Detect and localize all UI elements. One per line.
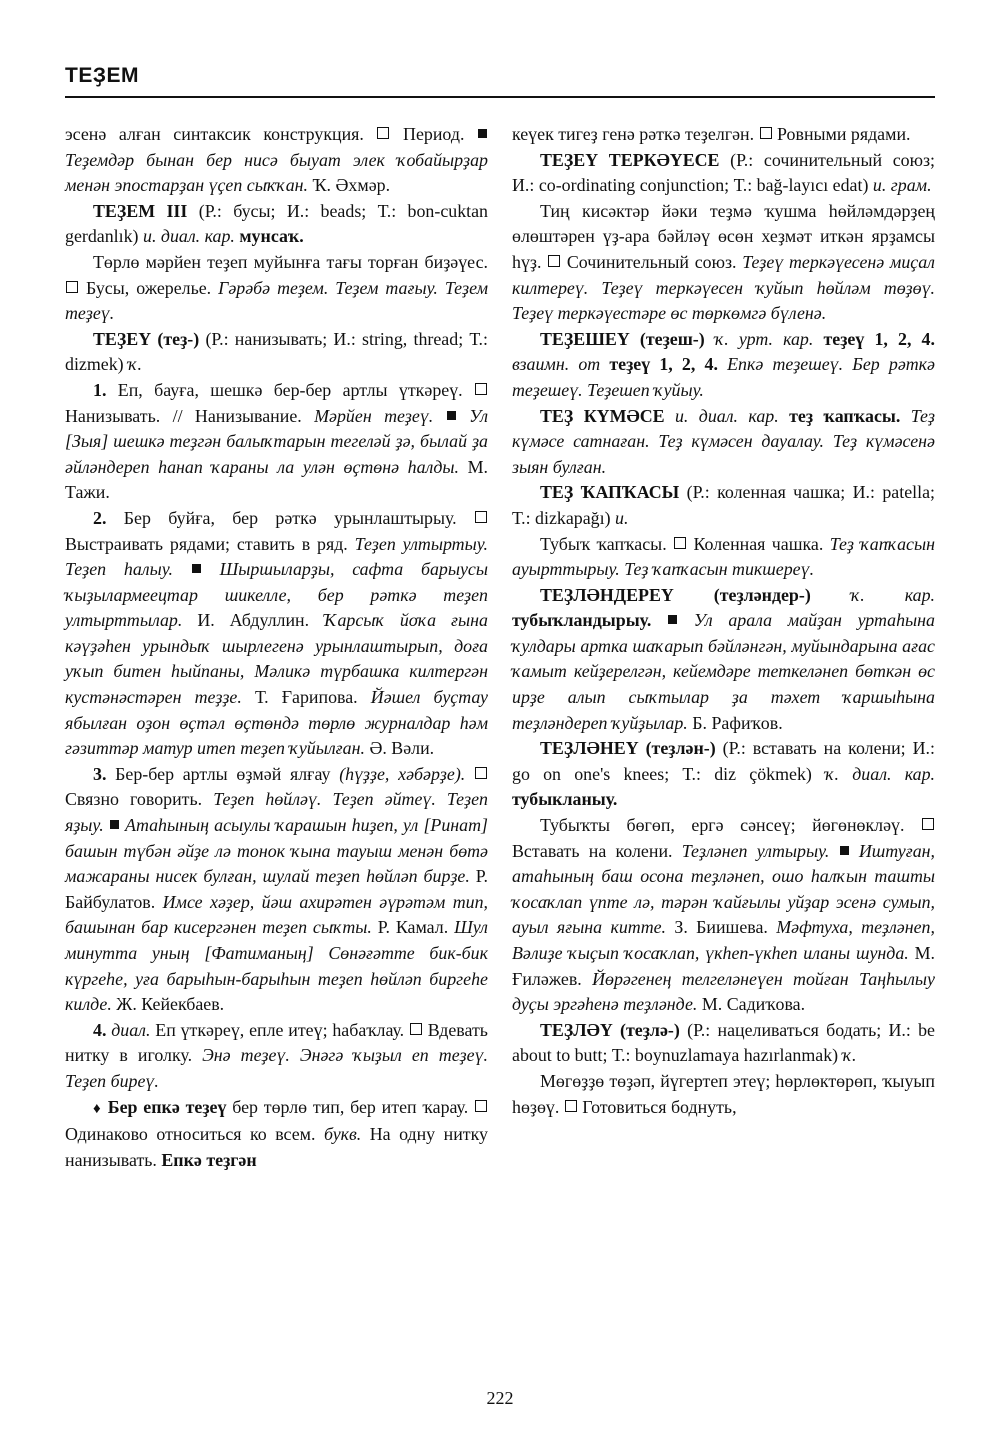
sense-4: [65, 1018, 488, 1095]
idiom-phrase: Бер епкә теҙеү: [107, 1096, 227, 1117]
translation: На одну нитку нанизывать.: [65, 1124, 488, 1170]
sense-number: 1.: [93, 379, 107, 400]
translation: Готовиться боднуть,: [582, 1096, 737, 1117]
cross-reference: мунсаҡ.: [239, 226, 304, 247]
grammar-label: ҡ. урт. кар.: [714, 328, 814, 349]
example: Епкә теҙешеү. Бер рәткә теҙешеү. Теҙешеп ҡуйыу.: [512, 354, 935, 400]
cross-reference: теҙ ҡапҡасы.: [789, 405, 901, 426]
author: Т. Ғарипова.: [254, 687, 358, 708]
filled-square-icon: [192, 564, 201, 573]
author: И. Абдуллин.: [197, 610, 310, 631]
definition: кеүек тигеҙ генә рәткә теҙелгән.: [512, 124, 755, 144]
translation: Одинаково относиться ко всем.: [65, 1124, 316, 1145]
grammar-label: взаимн. от: [512, 354, 601, 375]
open-square-icon: [760, 127, 772, 139]
definition: Бер-бер артлы өҙмәй ялғау: [115, 763, 331, 784]
entry-tezlendereu: [512, 583, 935, 737]
page-header: [65, 62, 935, 100]
example: Ҡарсыҡ йоҡа ғына кәүҙәһен урындыҡ шырлегенә урынлаштырып, доға уҡып битен һыйпаны, Мәликә түрбашка килтергән кустәнәстәрен теҙҙе.: [65, 610, 488, 708]
header-rule: [65, 96, 935, 98]
headword: ТЕҘЕҮ ТЕРКӘҮЕСЕ: [540, 149, 720, 170]
entry-tezem-3: [65, 199, 488, 250]
definition: бер төрлө тип, бер итеп ҡарау.: [232, 1096, 469, 1117]
example: Ул арала майҙан уртаһына ҡулдары артка шаҡарып бәйләнгән, муйындарына ағас ҡамыт кейҙерелгән, кейемдәре теткеләнеп бөткән өс ирҙе алып сыҡтылар ҙа тәхет ҡаршыһына теҙләндереп ҡуйҙылар.: [512, 610, 935, 733]
translation: Сочинительный союз.: [566, 251, 737, 272]
definition-paragraph: [512, 813, 935, 1018]
definition: Еп, бауға, шешкә бер-бер артлы үткәреү.: [117, 379, 463, 400]
author: М. Ғиләжев.: [512, 943, 935, 989]
author: З. Биишева.: [674, 917, 768, 938]
headword: ТЕҘЕШЕҮ (теҙеш-): [540, 328, 705, 349]
grammar-label: букв.: [323, 1124, 362, 1145]
diamond-icon: ♦: [93, 1100, 102, 1117]
grammar-label: ҡ.: [842, 1045, 857, 1066]
translation: Период.: [403, 124, 465, 144]
translation: Ровными рядами.: [777, 124, 911, 144]
example: Шул минутта уның [Фатиманың] Сөнәғәтте бик-бик күргеһе, уға барыһын-барыһын теҙеп һөйләп биргеһе килде.: [65, 917, 488, 1015]
example: Теҙемдәр бынан бер нисә быуат элек ҡобайырҙар менән эпостарҙан үҫеп сыҡҡан.: [65, 149, 488, 196]
cross-reference: тубыҡландырыу.: [512, 610, 652, 631]
running-title: ТЕҘЕМ: [65, 64, 139, 87]
example: Йөрәгенең телгеләнеүен тойған Таңһылыу дуҫы эргәһенә теҙләнде.: [512, 968, 935, 1015]
cross-reference: теҙеү 1, 2, 4.: [823, 328, 935, 349]
entry-tez-kapkasy: [512, 480, 935, 531]
headword: ТЕҘЛӘҮ (теҙлә-): [540, 1019, 680, 1040]
entry-tezleneu: [512, 736, 935, 813]
entry-tezlau: [512, 1018, 935, 1069]
grammar-label: ҡ. кар.: [850, 584, 935, 605]
author: Р. Камал.: [377, 917, 449, 938]
open-square-icon: [475, 383, 487, 395]
translation: Связно говорить.: [65, 789, 203, 810]
author: Б. Рафиҡов.: [692, 712, 783, 733]
filled-square-icon: [668, 615, 677, 624]
example: Шыршыларҙы, сафта барыусы ҡыҙылармеецтар шикелле, бер рәткә теҙеп ултырттылар.: [65, 559, 488, 631]
sense-3: [65, 762, 488, 1018]
sense-number: 2.: [93, 507, 107, 528]
translation: Бусы, ожерелье.: [86, 277, 212, 298]
author: Р. Байбулатов.: [65, 866, 488, 912]
definition-paragraph: [512, 1069, 935, 1120]
example: Имсе хәҙер, йәш ахирәтен әүрәтәм тип, башынан бар кисергәнен теҙеп сыҡты.: [65, 891, 488, 938]
open-square-icon: [410, 1023, 422, 1035]
definition: Тиң кисәктәр йәки теҙмә ҡушма һөйләмдәрҙең өлөштәрен үҙ-ара бәйләү өсөн хеҙмәт иткән ярҙамсы һүҙ.: [512, 200, 935, 272]
headword: ТЕҘ КҮМӘСЕ: [540, 405, 665, 426]
open-square-icon: [475, 767, 487, 779]
definition: Мөгөҙҙө төҙәп, йүгертеп этеү; һөрлөктөрөп, ҡыуып һөҙөү.: [512, 1070, 935, 1117]
filled-square-icon: [110, 820, 119, 829]
equivalents: (Р.: коленная чашка; И.: patella; Т.: dizkapağı): [512, 482, 935, 528]
definition: Тубыҡ ҡапҡасы.: [540, 533, 667, 554]
definition-paragraph: [65, 250, 488, 327]
grammar-label: и. диал. кар.: [143, 226, 235, 247]
headword: ТЕҘЕҮ (теҙ-): [93, 328, 200, 349]
equivalents: (Р.: вставать на колени; И.: go on one's knees; Т.: diz çökmek): [512, 738, 935, 784]
translation: Вдевать нитку в иголку.: [65, 1019, 488, 1066]
definition-paragraph: [512, 199, 935, 327]
open-square-icon: [475, 511, 487, 523]
equivalents: (Р.: нанизывать; И.: string, thread; Т.: dizmek): [65, 328, 488, 375]
open-square-icon: [922, 818, 934, 830]
cross-reference: теҙеү 1, 2, 4.: [609, 354, 718, 375]
sense-number: 4.: [93, 1019, 107, 1040]
definition-note: (һүҙҙе, хәбәрҙе).: [339, 763, 466, 784]
page-number: 222: [486, 1388, 514, 1408]
grammar-label: диал.: [111, 1019, 151, 1040]
equivalents: (Р.: нацеливаться бодать; И.: be about to butt; Т.: boynuzlamaya hazırlanmak): [512, 1019, 935, 1066]
definition: Бер буйға, бер рәткә урынлаштырыу.: [123, 507, 457, 528]
headword: ТЕҘЕМ III: [93, 200, 188, 221]
example: Теҙеп ултыртыу. Теҙеп һалыу.: [65, 533, 488, 580]
example: Иштуған, атаһының баш осона теҙләнеп, ошо һалҡын ташты ҡосаҡлап үпте лә, тәрән ҡайғылы уйҙар эсенә сумып, ауыл яғына китте.: [512, 840, 935, 938]
example: Теҙеү теркәүесенә миҫал килтереү. Теҙеү теркәүесен ҡуйып һөйләм төҙөү. Теҙеү теркәүестәре өс төркөмгә бүленә.: [512, 251, 935, 324]
example: Теҙләнеп ултырыу.: [681, 840, 830, 861]
open-square-icon: [66, 281, 78, 293]
grammar-label: ҡ.: [128, 354, 143, 375]
grammar-label: и. грам.: [872, 175, 932, 196]
translation: Выстраивать рядами; ставить в ряд.: [65, 533, 348, 554]
author: Ә. Вәли.: [369, 738, 435, 759]
definition: эсенә алған синтаксик конструкция.: [65, 124, 364, 144]
cross-reference: тубыкланыу.: [512, 789, 618, 810]
example: Гәрәбә теҙем. Теҙем тағыу. Теҙем теҙеү.: [65, 277, 489, 324]
headword: ТЕҘЛӘНДЕРЕҮ (теҙләндер-): [540, 584, 811, 605]
translation: Нанизывать. // Нанизывание.: [65, 405, 302, 426]
filled-square-icon: [478, 129, 487, 138]
example: Ул [Зыя] шешкә теҙгән балыҡтарын тегеләй ҙә, былай ҙа әйләндереп һанап ҡараны ла улән өҫтөнә һалды.: [65, 405, 489, 477]
entry-tezeu: [65, 327, 488, 378]
example: Теҙеп һөйләү. Теҙеп әйтеү. Теҙеп яҙыу.: [65, 789, 488, 836]
author: М. Садиҡова.: [701, 994, 806, 1015]
open-square-icon: [377, 127, 389, 139]
sense-2: [65, 506, 488, 762]
definition: Тубыҡты бөгөп, ергә сәнсеү; йөгөнөкләү.: [540, 815, 905, 836]
left-column: [65, 122, 488, 1173]
translation: Вставать на колени.: [512, 840, 673, 861]
example: Энә теҙеү. Энәгә ҡыҙыл еп теҙеү. Теҙеп биреү.: [65, 1045, 488, 1091]
grammar-label: и.: [615, 507, 629, 528]
headword: ТЕҘЛӘНЕҮ (теҙлән-): [540, 738, 716, 759]
definition: Төрлө мәрйен теҙеп муйынға тағы торған биҙәүес.: [93, 251, 488, 272]
example: Теҙ күмәсе сатнаған. Теҙ күмәсен дауалау. Теҙ күмәсенә зыян булған.: [512, 405, 935, 477]
author: Ж. Кейекбаев.: [116, 994, 225, 1015]
grammar-label: ҡ. диал. кар.: [825, 763, 935, 784]
entry-tezeu-terkaueese: [512, 148, 935, 199]
sense-number: 3.: [93, 763, 107, 784]
grammar-label: и. диал. кар.: [674, 405, 779, 426]
translation: Коленная чашка.: [693, 533, 824, 554]
example: Йәшел буҫтау ябылған оҙон өҫтәл өҫтөндә төрлө журналдар һәм гәзиттәр матур итеп теҙеп ҡуйылған.: [65, 687, 488, 759]
entry-tez-kumese: [512, 404, 935, 481]
open-square-icon: [565, 1100, 577, 1112]
entry-tezesheu: [512, 327, 935, 404]
example: Теҙ ҡапҡасын ауырттырыу. Теҙ ҡапҡасын тикшереү.: [512, 533, 935, 580]
sense-1: [65, 378, 488, 506]
equivalents: (Р.: сочинительный союз; И.: co-ordinating conjunction; Т.: bağ-layıcı edat): [512, 149, 935, 196]
example: Атаһының асыулы ҡарашын һиҙеп, ул [Ринат] башын түбән әйҙе лә тонок ҡына тауыш менән бөтә мажараны нисек булған, шулай теҙеп һөйләп бирҙе.: [65, 815, 488, 887]
open-square-icon: [674, 537, 686, 549]
example: Мәфтуха, теҙләнеп, Вәлиҙе ҡыҫып ҡосаҡлап, үкһеп-үкһеп иланы шунда.: [512, 917, 935, 963]
headword: ТЕҘ ҠАПҠАСЫ: [540, 482, 680, 503]
entry-continuation: [65, 122, 488, 199]
idiom: [65, 1095, 488, 1174]
definition: Еп үткәреү, епле итеү; һабаҡлау.: [155, 1019, 405, 1040]
filled-square-icon: [447, 411, 456, 420]
equivalents: (Р.: бусы; И.: beads; Т.: bon-cuktan gerdanlık): [65, 200, 489, 247]
example: Мәрйен теҙеү.: [314, 405, 434, 426]
entry-continuation: [512, 122, 935, 148]
open-square-icon: [475, 1100, 487, 1112]
definition-paragraph: [512, 532, 935, 583]
author: М. Тажи.: [65, 456, 488, 503]
idiom-phrase: Епкә теҙгән: [161, 1149, 257, 1170]
open-square-icon: [548, 255, 560, 267]
author: Ҡ. Әхмәр.: [312, 175, 391, 196]
filled-square-icon: [840, 846, 849, 855]
right-column: [512, 122, 935, 1120]
